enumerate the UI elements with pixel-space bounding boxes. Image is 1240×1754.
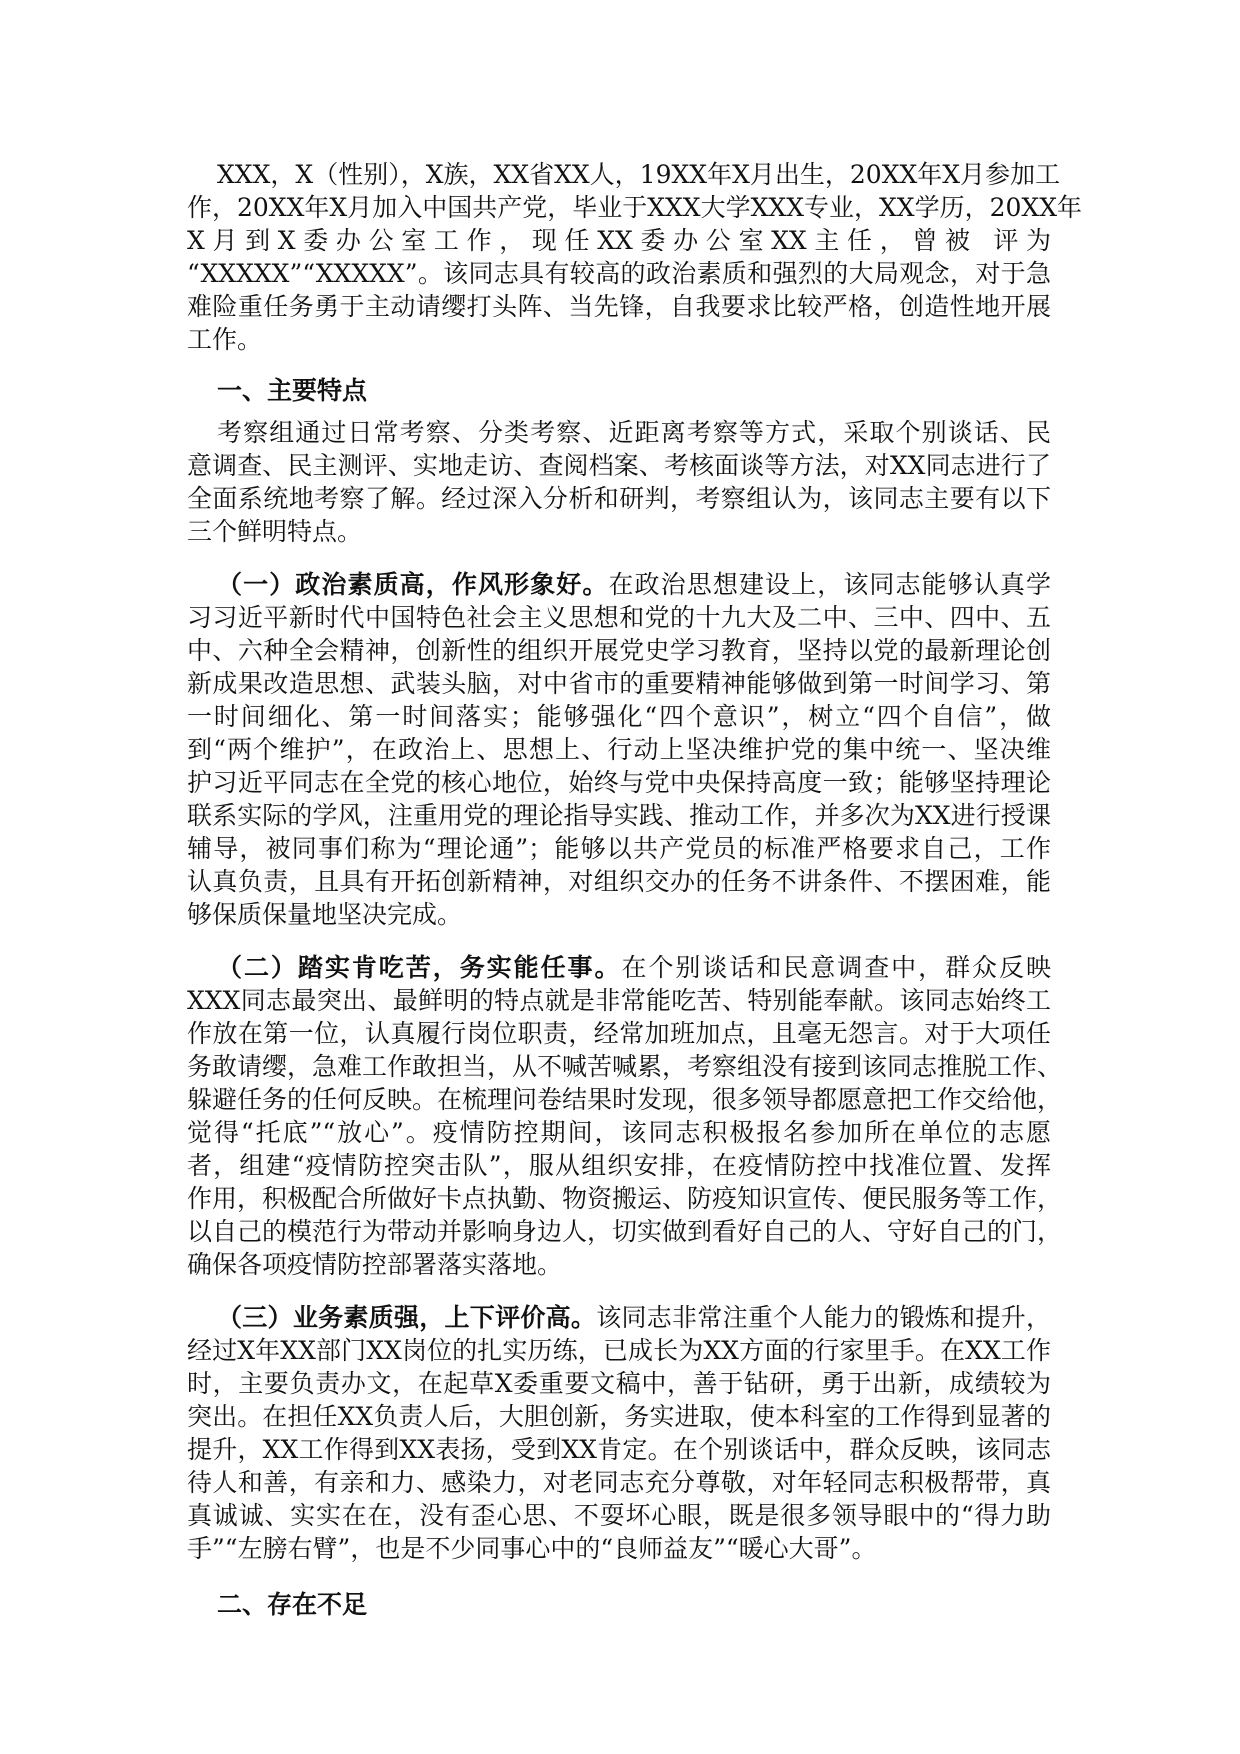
paragraph bbox=[187, 568, 1051, 931]
text-line bbox=[187, 1248, 1051, 1281]
text-line bbox=[187, 1182, 1063, 1215]
line-text: 务敢请缨，急难工作敢担当，从不喊苦喊累，考察组没有接到该同志推脱工作、 bbox=[187, 1052, 1063, 1081]
line-text: 意调查、民主测评、实地走访、查阅档案、考核面谈等方法，对XX同志进行了 bbox=[187, 451, 1051, 480]
line-text: 躲避任务的任何反映。在梳理问卷结果时发现，很多领导都愿意把工作交给他， bbox=[187, 1085, 1063, 1114]
text-line bbox=[187, 1367, 1051, 1400]
line-text: 在政治思想建设上，该同志能够认真学 bbox=[608, 570, 1051, 599]
text-line bbox=[187, 1083, 1063, 1116]
document-body bbox=[187, 158, 1082, 1621]
text-line bbox=[187, 1334, 1051, 1367]
text-line bbox=[187, 257, 1051, 290]
line-text: 到“两个维护”，在政治上、思想上、行动上坚决维护党的集中统一、坚决维 bbox=[187, 735, 1051, 764]
line-text: 觉得“托底”“放心”。疫情防控期间，该同志积极报名参加所在单位的志愿 bbox=[187, 1118, 1051, 1147]
text-line bbox=[187, 1466, 1051, 1499]
text-line bbox=[187, 1301, 1051, 1334]
line-text: 经过X年XX部门XX岗位的扎实历练，已成长为XX方面的行家里手。在XX工作 bbox=[187, 1336, 1051, 1365]
paragraph bbox=[187, 158, 1082, 356]
line-text: 者，组建“疫情防控突击队”，服从组织安排，在疫情防控中找准位置、发挥 bbox=[187, 1151, 1051, 1180]
paragraph bbox=[187, 1301, 1051, 1565]
line-text: 难险重任务勇于主动请缨打头阵、当先锋，自我要求比较严格，创造性地开展 bbox=[187, 292, 1051, 321]
text-line bbox=[187, 667, 1051, 700]
text-line bbox=[187, 1499, 1051, 1532]
paragraph bbox=[187, 416, 1051, 548]
line-text: 提升，XX工作得到XX表扬，受到XX肯定。在个别谈话中，群众反映，该同志 bbox=[187, 1435, 1051, 1464]
text-line bbox=[187, 158, 1061, 191]
text-line bbox=[187, 568, 1051, 601]
line-text: 认真负责，且具有开拓创新精神，对组织交办的任务不讲条件、不摆困难，能 bbox=[187, 867, 1051, 896]
text-line bbox=[187, 601, 1051, 634]
text-line bbox=[187, 1116, 1051, 1149]
text-line bbox=[187, 898, 1051, 931]
line-text: 时，主要负责办文，在起草X委重要文稿中，善于钻研，勇于出新，成绩较为 bbox=[187, 1369, 1051, 1398]
text-line bbox=[187, 865, 1051, 898]
line-text: 护习近平同志在全党的核心地位，始终与党中央保持高度一致；能够坚持理论 bbox=[187, 768, 1051, 797]
text-line bbox=[187, 515, 1051, 548]
line-text: 作放在第一位，认真履行岗位职责，经常加班加点，且毫无怨言。对于大项任 bbox=[187, 1019, 1051, 1048]
text-line bbox=[187, 1149, 1051, 1182]
text-line bbox=[187, 766, 1051, 799]
line-text: 联系实际的学风，注重用党的理论指导实践、推动工作，并多次为XX进行授课 bbox=[187, 801, 1051, 830]
line-text: 在个别谈话和民意调查中，群众反映 bbox=[621, 953, 1051, 982]
line-text: 全面系统地考察了解。经过深入分析和研判，考察组认为，该同志主要有以下 bbox=[187, 484, 1051, 513]
text-line bbox=[187, 799, 1051, 832]
line-text: 辅导，被同事们称为“理论通”；能够以共产党员的标准严格要求自己，工作 bbox=[187, 834, 1051, 863]
line-text: 中、六种全会精神，创新性的组织开展党史学习教育，坚持以党的最新理论创 bbox=[187, 636, 1051, 665]
paragraph-lead: （一）政治素质高，作风形象好。 bbox=[217, 570, 609, 599]
text-line bbox=[187, 1400, 1051, 1433]
section-heading: 一、主要特点 bbox=[217, 376, 368, 405]
text-line bbox=[187, 224, 1051, 257]
text-line bbox=[187, 191, 1082, 224]
text-line bbox=[187, 416, 1051, 449]
text-line bbox=[187, 1215, 1063, 1248]
line-text: 作，20XX年X月加入中国共产党，毕业于XXX大学XXX专业，XX学历，20XX年 bbox=[187, 193, 1082, 222]
line-text: 一时间细化、第一时间落实；能够强化“四个意识”，树立“四个自信”，做 bbox=[187, 702, 1051, 731]
line-text: 突出。在担任XX负责人后，大胆创新，务实进取，使本科室的工作得到显著的 bbox=[187, 1402, 1051, 1431]
line-text: XXX，X（性别），X族，XX省XX人，19XX年X月出生，20XX年X月参加工 bbox=[217, 160, 1061, 189]
line-text: “XXXXX”“XXXXX”。该同志具有较高的政治素质和强烈的大局观念，对于急 bbox=[187, 259, 1051, 288]
line-text: 该同志非常注重个人能力的锻炼和提升， bbox=[596, 1303, 1051, 1332]
line-text: 作用，积极配合所做好卡点执勤、物资搬运、防疫知识宣传、便民服务等工作， bbox=[187, 1184, 1063, 1213]
text-line bbox=[187, 1532, 1051, 1565]
text-line bbox=[187, 832, 1051, 865]
section-heading: 二、存在不足 bbox=[217, 1590, 368, 1619]
line-text: 真诚诚、实实在在，没有歪心思、不耍坏心眼，既是很多领导眼中的“得力助 bbox=[187, 1501, 1051, 1530]
line-text: 确保各项疫情防控部署落实落地。 bbox=[187, 1250, 563, 1279]
line-text: 习习近平新时代中国特色社会主义思想和党的十九大及二中、三中、四中、五 bbox=[187, 603, 1051, 632]
line-text: 三个鲜明特点。 bbox=[187, 517, 363, 546]
paragraph bbox=[187, 951, 1063, 1281]
text-line bbox=[187, 984, 1051, 1017]
text-line bbox=[187, 1017, 1051, 1050]
line-text: X月到X委办公室工作，现任XX委办公室XX主任，曾被 评为 bbox=[187, 226, 1051, 255]
paragraph-lead: （三）业务素质强，上下评价高。 bbox=[217, 1303, 597, 1332]
text-line bbox=[187, 733, 1051, 766]
text-line bbox=[187, 323, 1051, 356]
line-text: 工作。 bbox=[187, 325, 263, 354]
line-text: XXX同志最突出、最鲜明的特点就是非常能吃苦、特别能奉献。该同志始终工 bbox=[187, 986, 1051, 1015]
paragraph-lead: （二）踏实肯吃苦，务实能任事。 bbox=[217, 953, 622, 982]
text-line bbox=[187, 634, 1051, 667]
text-line bbox=[187, 951, 1051, 984]
line-text: 手”“左膀右臂”，也是不少同事心中的“良师益友”“暖心大哥”。 bbox=[187, 1534, 877, 1563]
text-line bbox=[187, 449, 1051, 482]
text-line bbox=[187, 1433, 1051, 1466]
text-line bbox=[187, 482, 1051, 515]
line-text: 新成果改造思想、武装头脑，对中省市的重要精神能够做到第一时间学习、第 bbox=[187, 669, 1051, 698]
line-text: 够保质保量地坚决完成。 bbox=[187, 900, 463, 929]
text-line bbox=[187, 290, 1051, 323]
line-text: 待人和善，有亲和力、感染力，对老同志充分尊敬，对年轻同志积极帮带，真 bbox=[187, 1468, 1051, 1497]
line-text: 以自己的模范行为带动并影响身边人，切实做到看好自己的人、守好自己的门， bbox=[187, 1217, 1063, 1246]
text-line bbox=[187, 1050, 1063, 1083]
text-line bbox=[187, 700, 1051, 733]
line-text: 考察组通过日常考察、分类考察、近距离考察等方式，采取个别谈话、民 bbox=[217, 418, 1051, 447]
